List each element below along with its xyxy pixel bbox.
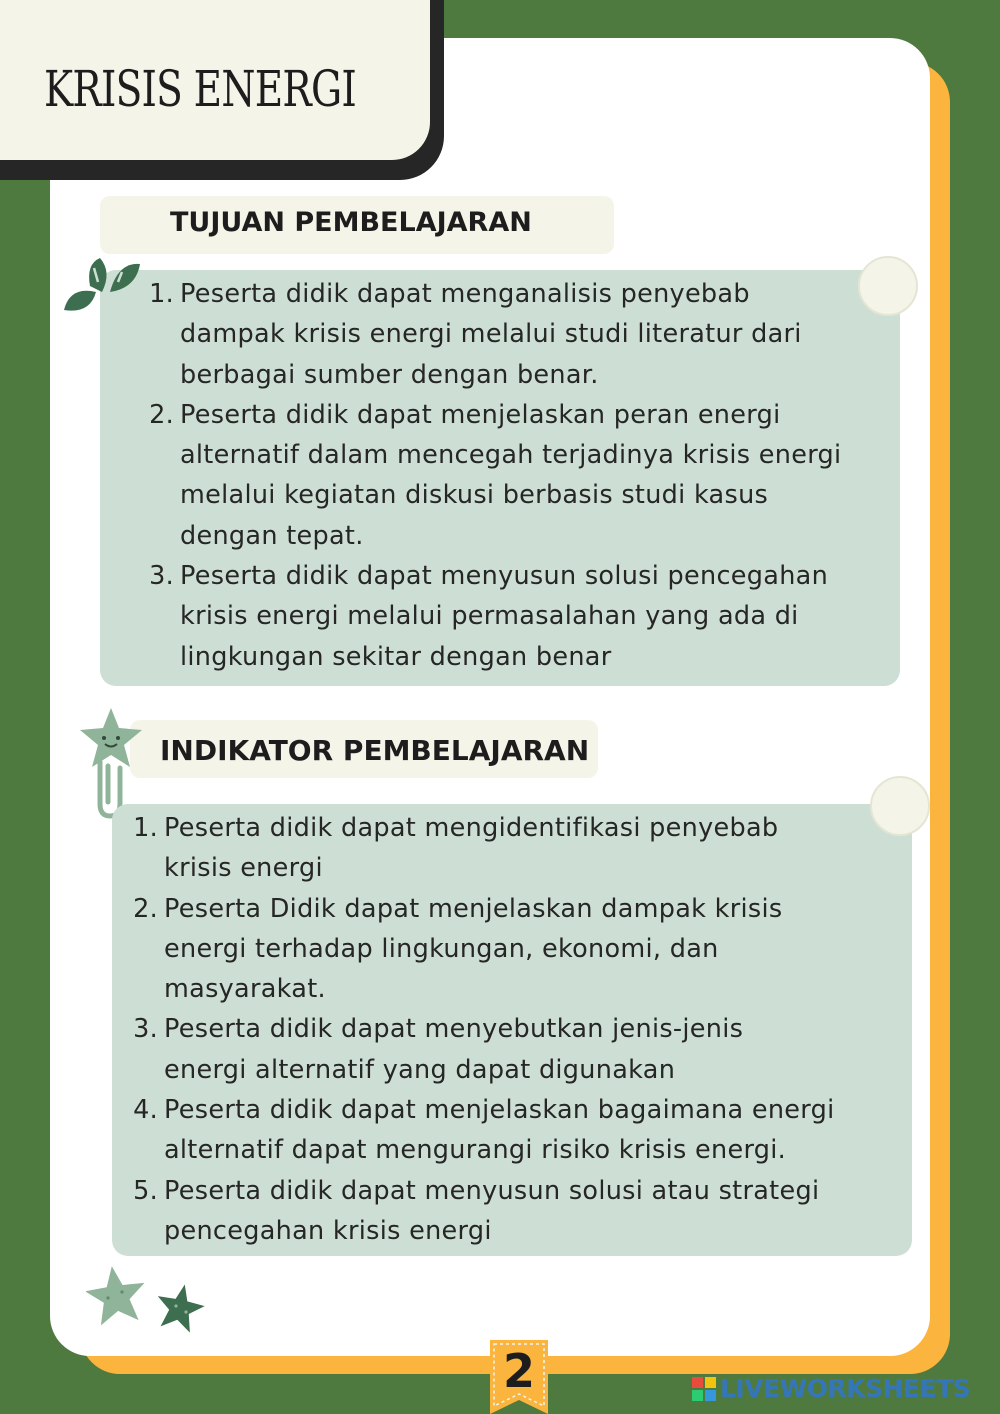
list-item: 5. Peserta didik dapat menyusun solusi atau strategi pencegahan krisis energi xyxy=(128,1171,898,1252)
list-number: 3. xyxy=(133,1014,158,1045)
list-item: 3. Peserta didik dapat menyebutkan jenis-jenis energi alternatif yang dapat digunakan xyxy=(128,1009,898,1090)
list-item: 1. Peserta didik dapat mengidentifikasi penyebab krisis energi xyxy=(128,808,898,889)
page-title: KRISIS ENERGI xyxy=(44,60,356,118)
list-item: 2. Peserta didik dapat menjelaskan peran energi alternatif dalam mencegah terjadinya krisis energi melalui kegiatan diskusi berbasis studi kasus dengan tepat. xyxy=(144,395,894,556)
page-number: 2 xyxy=(502,1344,535,1398)
list-number: 4. xyxy=(133,1095,158,1126)
list-number: 2. xyxy=(133,893,158,924)
indikator-heading: INDIKATOR PEMBELAJARAN xyxy=(160,734,590,767)
tujuan-list xyxy=(144,274,894,677)
list-item: 2. Peserta Didik dapat menjelaskan dampak krisis energi terhadap lingkungan, ekonomi, dan masyarakat. xyxy=(128,889,898,1010)
star-icon xyxy=(86,1262,210,1342)
tujuan-heading: TUJUAN PEMBELAJARAN xyxy=(170,207,532,238)
list-number: 1. xyxy=(133,813,158,843)
liveworksheets-logo-icon xyxy=(692,1377,716,1401)
leaf-cluster-icon xyxy=(60,258,142,322)
indikator-list xyxy=(128,808,898,1251)
liveworksheets-logo[interactable]: LIVEWORKSHEETS xyxy=(720,1374,971,1403)
list-number: 2. xyxy=(149,399,174,430)
list-item: 3. Peserta didik dapat menyusun solusi pencegahan krisis energi melalui permasalahan yang ada di lingkungan sekitar dengan benar xyxy=(144,556,894,677)
list-number: 5. xyxy=(133,1175,158,1206)
list-number: 3. xyxy=(149,561,174,592)
list-number: 1. xyxy=(149,279,174,309)
list-item: 1. Peserta didik dapat menganalisis penyebab dampak krisis energi melalui studi literatur dari berbagai sumber dengan benar. xyxy=(144,274,894,395)
list-item: 4. Peserta didik dapat menjelaskan bagaimana energi alternatif dapat mengurangi risiko krisis energi. xyxy=(128,1090,898,1171)
